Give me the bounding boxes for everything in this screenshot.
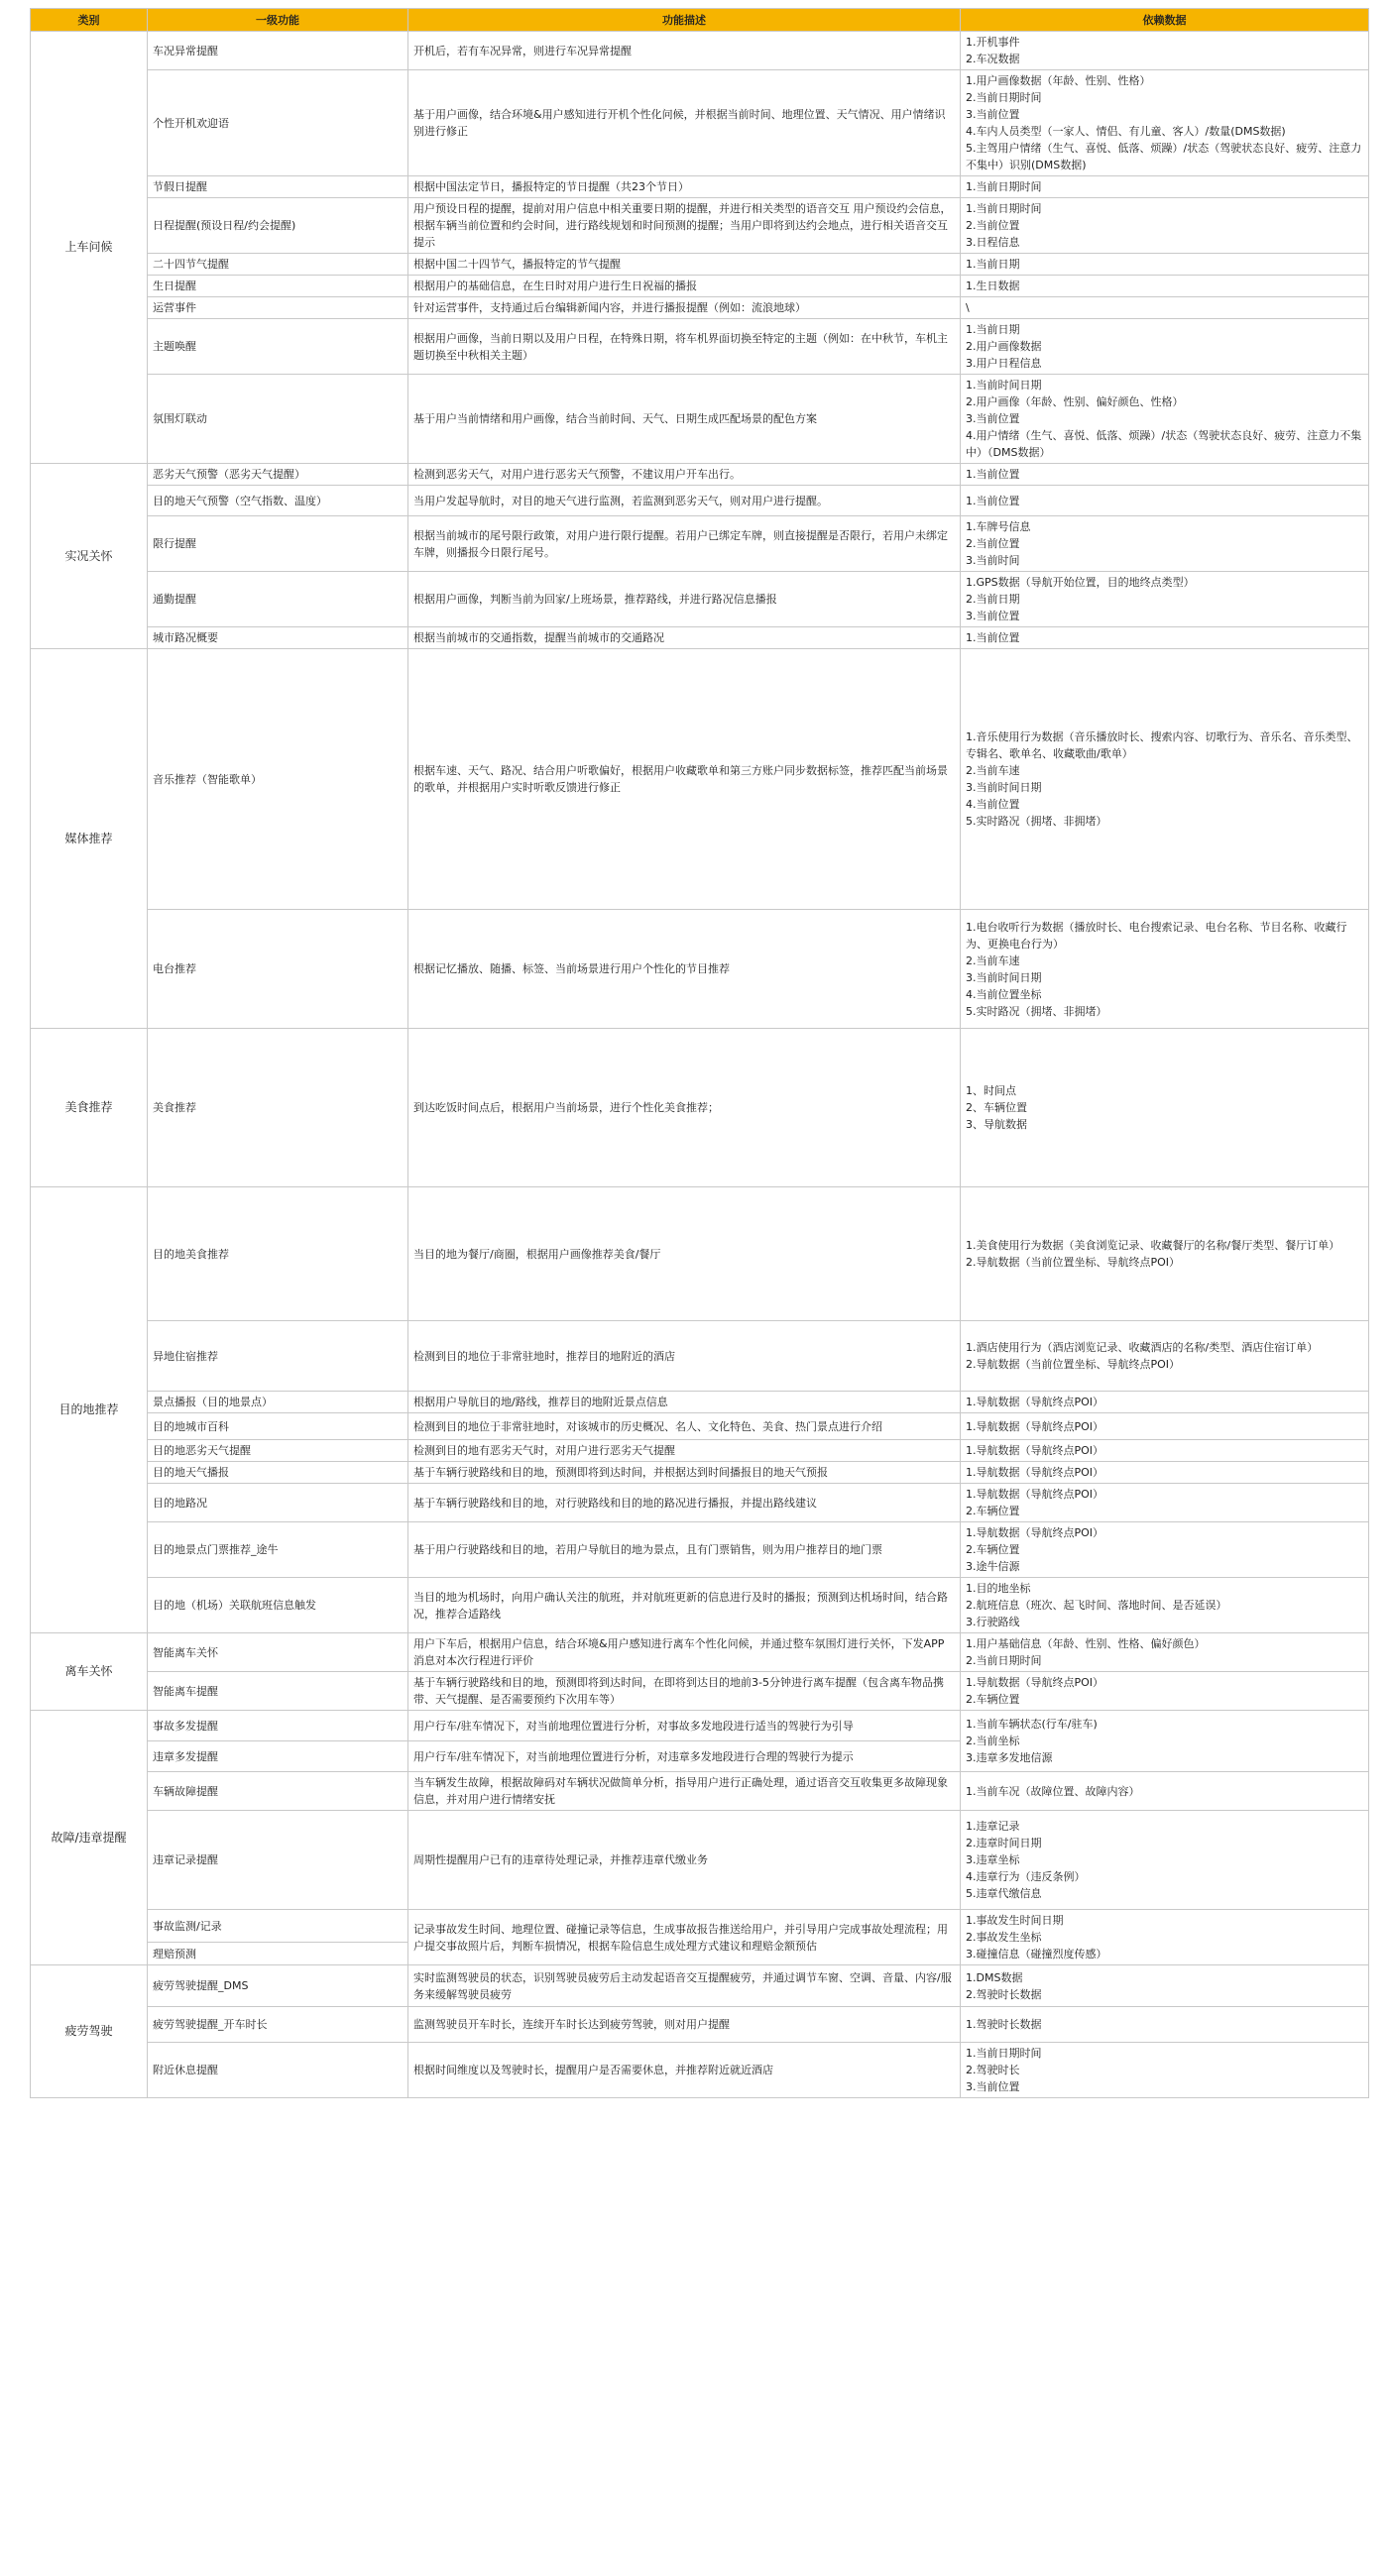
table-row <box>31 464 1369 486</box>
dependency-item: 1.目的地坐标 <box>966 1582 1031 1595</box>
table-row <box>31 319 1369 375</box>
dependency-cell <box>961 516 1369 572</box>
function-cell: 限行提醒 <box>148 516 408 572</box>
table-header-row <box>31 9 1369 32</box>
function-cell: 疲劳驾驶提醒_DMS <box>148 1965 408 2007</box>
description-cell: 根据用户导航目的地/路线，推荐目的地附近景点信息 <box>408 1392 961 1413</box>
description-cell: 当目的地为餐厅/商圈，根据用户画像推荐美食/餐厅 <box>408 1187 961 1321</box>
dependency-cell <box>961 1522 1369 1578</box>
dependency-item: 2.车辆位置 <box>966 1505 1020 1517</box>
dependency-item: 1.事故发生时间日期 <box>966 1914 1064 1927</box>
dependency-item: 2.车辆位置 <box>966 1693 1020 1706</box>
table-row <box>31 2043 1369 2098</box>
dependency-item: 1.导航数据（导航终点POI） <box>966 1419 1104 1433</box>
dependency-item: 5.实时路况（拥堵、非拥堵） <box>966 1004 1107 1018</box>
table-row <box>31 276 1369 297</box>
dependency-item: 3、导航数据 <box>966 1118 1027 1131</box>
description-cell: 基于车辆行驶路线和目的地，预测即将到达时间，并根据达到时间播报目的地天气预报 <box>408 1462 961 1484</box>
description-cell: 检测到目的地位于非常驻地时，推荐目的地附近的酒店 <box>408 1321 961 1392</box>
dependency-item: 2.当前日期时间 <box>966 1654 1042 1667</box>
description-cell: 根据车速、天气、路况、结合用户听歌偏好，根据用户收藏歌单和第三方账户同步数据标签，推荐匹配当前场景的歌单，并根据用户实时听歌反馈进行修正 <box>408 649 961 910</box>
dependency-item: 4.当前位置坐标 <box>966 987 1042 1001</box>
description-cell: 周期性提醒用户已有的违章待处理记录，并推荐违章代缴业务 <box>408 1811 961 1910</box>
dependency-cell <box>961 1462 1369 1484</box>
dependency-cell <box>961 1029 1369 1187</box>
category-cell: 离车关怀 <box>31 1633 148 1711</box>
dependency-cell <box>961 627 1369 649</box>
dependency-item: 4.当前位置 <box>966 798 1020 811</box>
dependency-item: 2.当前日期 <box>966 593 1020 606</box>
table-row <box>31 1462 1369 1484</box>
header-desc: 功能描述 <box>408 9 961 32</box>
dependency-item: 2.当前位置 <box>966 537 1020 550</box>
function-cell: 城市路况概要 <box>148 627 408 649</box>
header-func1: 一级功能 <box>148 9 408 32</box>
function-cell: 理赔预测 <box>148 1943 408 1965</box>
table-row <box>31 2007 1369 2043</box>
table-row <box>31 486 1369 516</box>
description-cell: 用户行车/驻车情况下，对当前地理位置进行分析，对事故多发地段进行适当的驾驶行为引导 <box>408 1711 961 1741</box>
dependency-item: 1、时间点 <box>966 1084 1016 1097</box>
dependency-item: 1.用户基础信息（年龄、性别、性格、偏好颜色） <box>966 1637 1206 1650</box>
description-cell: 到达吃饭时间点后，根据用户当前场景，进行个性化美食推荐； <box>408 1029 961 1187</box>
dependency-cell <box>961 176 1369 198</box>
spec-table-container <box>30 8 1368 2098</box>
function-cell: 目的地路况 <box>148 1484 408 1522</box>
dependency-cell <box>961 1187 1369 1321</box>
table-row <box>31 32 1369 70</box>
dependency-item: 1.导航数据（导航终点POI） <box>966 1396 1104 1408</box>
dependency-cell <box>961 572 1369 627</box>
description-cell: 根据中国二十四节气，播报特定的节气提醒 <box>408 254 961 276</box>
description-cell: 根据时间维度以及驾驶时长，提醒用户是否需要休息，并推荐附近就近酒店 <box>408 2043 961 2098</box>
function-cell: 智能离车提醒 <box>148 1672 408 1711</box>
dependency-item: 1.导航数据（导航终点POI） <box>966 1444 1104 1457</box>
table-row <box>31 1321 1369 1392</box>
function-cell: 主题唤醒 <box>148 319 408 375</box>
dependency-item: 3.碰撞信息（碰撞烈度传感） <box>966 1948 1107 1960</box>
dependency-item: 1.导航数据（导航终点POI） <box>966 1526 1104 1539</box>
description-cell: 基于用户当前情绪和用户画像，结合当前时间、天气、日期生成匹配场景的配色方案 <box>408 375 961 464</box>
dependency-cell <box>961 1711 1369 1772</box>
function-cell: 附近休息提醒 <box>148 2043 408 2098</box>
dependency-item: 5.实时路况（拥堵、非拥堵） <box>966 815 1107 828</box>
dependency-cell <box>961 70 1369 176</box>
table-row <box>31 1633 1369 1672</box>
table-body <box>31 32 1369 2098</box>
description-cell: 根据当前城市的尾号限行政策，对用户进行限行提醒。若用户已绑定车牌，则直接提醒是否限行，若用户未绑定车牌，则播报今日限行尾号。 <box>408 516 961 572</box>
dependency-item: 1.当前位置 <box>966 468 1020 481</box>
table-row <box>31 1578 1369 1633</box>
dependency-item: 2.当前坐标 <box>966 1735 1020 1747</box>
table-row <box>31 1440 1369 1462</box>
description-cell: 当车辆发生故障，根据故障码对车辆状况做简单分析，指导用户进行正确处理，通过语音交互收集更多故障现象信息，并对用户进行情绪安抚 <box>408 1772 961 1811</box>
dependency-cell <box>961 375 1369 464</box>
dependency-item: 3.当前时间 <box>966 554 1020 567</box>
description-cell: 开机后，若有车况异常，则进行车况异常提醒 <box>408 32 961 70</box>
description-cell: 记录事故发生时间、地理位置、碰撞记录等信息，生成事故报告推送给用户，并引导用户完成事故处理流程；用户提交事故照片后，判断车损情况，根据车险信息生成处理方式建议和理赔金额预估 <box>408 1910 961 1965</box>
dependency-item: 1.导航数据（导航终点POI） <box>966 1488 1104 1501</box>
dependency-item: 1.当前车况（故障位置、故障内容） <box>966 1784 1140 1798</box>
dependency-item: 3.当前时间日期 <box>966 970 1042 984</box>
dependency-item: 1.GPS数据（导航开始位置，目的地终点类型） <box>966 576 1195 589</box>
function-cell: 通勤提醒 <box>148 572 408 627</box>
dependency-cell <box>961 486 1369 516</box>
dependency-item: 1.车牌号信息 <box>966 520 1031 533</box>
function-cell: 恶劣天气预警（恶劣天气提醒） <box>148 464 408 486</box>
function-cell: 目的地景点门票推荐_途牛 <box>148 1522 408 1578</box>
table-row <box>31 176 1369 198</box>
function-cell: 目的地天气播报 <box>148 1462 408 1484</box>
dependency-cell <box>961 1672 1369 1711</box>
category-cell: 上车问候 <box>31 32 148 464</box>
dependency-item: 1.当前日期 <box>966 323 1020 336</box>
dependency-item: 2.违章时间日期 <box>966 1837 1042 1849</box>
table-row <box>31 516 1369 572</box>
dependency-cell <box>961 198 1369 254</box>
dependency-item: 3.当前位置 <box>966 2080 1020 2093</box>
table-row <box>31 1772 1369 1811</box>
dependency-item: 1.当前日期时间 <box>966 180 1042 193</box>
dependency-item: 3.日程信息 <box>966 236 1020 249</box>
description-cell: 检测到目的地有恶劣天气时，对用户进行恶劣天气提醒 <box>408 1440 961 1462</box>
dependency-cell <box>961 1910 1369 1965</box>
table-row <box>31 1711 1369 1741</box>
function-cell: 疲劳驾驶提醒_开车时长 <box>148 2007 408 2043</box>
dependency-item: 1.生日数据 <box>966 280 1020 292</box>
table-row <box>31 1029 1369 1187</box>
dependency-item: 2.车辆位置 <box>966 1543 1020 1556</box>
table-row <box>31 1965 1369 2007</box>
description-cell: 根据用户画像，判断当前为回家/上班场景，推荐路线，并进行路况信息播报 <box>408 572 961 627</box>
dependency-item: 2.导航数据（当前位置坐标、导航终点POI） <box>966 1256 1181 1269</box>
function-cell: 美食推荐 <box>148 1029 408 1187</box>
dependency-item: 3.当前位置 <box>966 610 1020 622</box>
dependency-item: 1.开机事件 <box>966 36 1020 49</box>
description-cell: 用户下车后，根据用户信息，结合环境&用户感知进行离车个性化问候，并通过整车氛围灯进行关怀，下发APP消息对本次行程进行评价 <box>408 1633 961 1672</box>
dependency-item: 1.违章记录 <box>966 1820 1020 1833</box>
function-cell: 目的地（机场）关联航班信息触发 <box>148 1578 408 1633</box>
table-row <box>31 1522 1369 1578</box>
dependency-item: 1.当前日期 <box>966 258 1020 271</box>
category-cell: 实况关怀 <box>31 464 148 649</box>
dependency-item: 2.当前日期时间 <box>966 91 1042 104</box>
table-row <box>31 627 1369 649</box>
dependency-item: 1.酒店使用行为（酒店浏览记录、收藏酒店的名称/类型、酒店住宿订单） <box>966 1341 1319 1354</box>
dependency-cell <box>961 1772 1369 1811</box>
function-cell: 目的地城市百科 <box>148 1413 408 1440</box>
dependency-item: 5.主驾用户情绪（生气、喜悦、低落、烦躁）/状态（驾驶状态良好、疲劳、注意力不集中）识别(DMS数据) <box>966 142 1362 171</box>
description-cell: 当用户发起导航时，对目的地天气进行监测，若监测到恶劣天气，则对用户进行提醒。 <box>408 486 961 516</box>
dependency-item: 3.行驶路线 <box>966 1616 1020 1628</box>
function-cell: 车况异常提醒 <box>148 32 408 70</box>
dependency-item: 1.用户画像数据（年龄、性别、性格） <box>966 74 1151 87</box>
dependency-item: 2.用户画像（年龄、性别、偏好颜色、性格） <box>966 395 1184 408</box>
dependency-item: 2.导航数据（当前位置坐标、导航终点POI） <box>966 1358 1181 1371</box>
description-cell: 根据当前城市的交通指数，提醒当前城市的交通路况 <box>408 627 961 649</box>
table-row <box>31 1413 1369 1440</box>
dependency-cell <box>961 1484 1369 1522</box>
function-cell: 违章记录提醒 <box>148 1811 408 1910</box>
function-cell: 车辆故障提醒 <box>148 1772 408 1811</box>
description-cell: 用户预设日程的提醒，提前对用户信息中相关重要日期的提醒，并进行相关类型的语音交互 用户预设约会信息，根据车辆当前位置和约会时间，进行路线规划和时间预测的提醒；当用户即将到达约会地点，进行相关语音交互提示 <box>408 198 961 254</box>
description-cell: 基于车辆行驶路线和目的地，对行驶路线和目的地的路况进行播报，并提出路线建议 <box>408 1484 961 1522</box>
category-cell: 目的地推荐 <box>31 1187 148 1633</box>
function-cell: 运营事件 <box>148 297 408 319</box>
dependency-item: 1.导航数据（导航终点POI） <box>966 1466 1104 1479</box>
description-cell: 针对运营事件，支持通过后台编辑新闻内容，并进行播报提醒（例如：流浪地球） <box>408 297 961 319</box>
dependency-item: \ <box>966 301 970 314</box>
dependency-item: 4.违章行为（违反条例） <box>966 1870 1086 1883</box>
dependency-item: 2.用户画像数据 <box>966 340 1042 353</box>
dependency-cell <box>961 276 1369 297</box>
function-cell: 音乐推荐（智能歌单） <box>148 649 408 910</box>
table-row <box>31 198 1369 254</box>
table-row <box>31 375 1369 464</box>
description-cell: 检测到恶劣天气，对用户进行恶劣天气预警，不建议用户开车出行。 <box>408 464 961 486</box>
table-row <box>31 1910 1369 1943</box>
dependency-cell <box>961 297 1369 319</box>
dependency-item: 3.违章坐标 <box>966 1853 1020 1866</box>
dependency-cell <box>961 464 1369 486</box>
dependency-item: 2.当前车速 <box>966 764 1020 777</box>
dependency-cell <box>961 319 1369 375</box>
dependency-item: 2.事故发生坐标 <box>966 1931 1042 1944</box>
function-cell: 个性开机欢迎语 <box>148 70 408 176</box>
description-cell: 根据记忆播放、随播、标签、当前场景进行用户个性化的节目推荐 <box>408 910 961 1029</box>
description-cell: 根据用户画像，当前日期以及用户日程，在特殊日期，将车机界面切换至特定的主题（例如：在中秋节，车机主题切换至中秋相关主题） <box>408 319 961 375</box>
function-cell: 目的地美食推荐 <box>148 1187 408 1321</box>
table-row <box>31 1484 1369 1522</box>
dependency-item: 1.导航数据（导航终点POI） <box>966 1676 1104 1689</box>
table-row <box>31 910 1369 1029</box>
dependency-cell <box>961 1578 1369 1633</box>
description-cell: 当目的地为机场时，向用户确认关注的航班，并对航班更新的信息进行及时的播报；预测到达机场时间，结合路况，推荐合适路线 <box>408 1578 961 1633</box>
description-cell: 根据用户的基础信息，在生日时对用户进行生日祝福的播报 <box>408 276 961 297</box>
function-cell: 事故监测/记录 <box>148 1910 408 1943</box>
dependency-item: 3.违章多发地信源 <box>966 1751 1053 1764</box>
function-cell: 目的地恶劣天气提醒 <box>148 1440 408 1462</box>
table-row <box>31 1672 1369 1711</box>
function-cell: 节假日提醒 <box>148 176 408 198</box>
dependency-item: 3.当前位置 <box>966 412 1020 425</box>
dependency-cell <box>961 1633 1369 1672</box>
dependency-item: 2.航班信息（班次、起飞时间、落地时间、是否延误） <box>966 1599 1227 1612</box>
table-row <box>31 1392 1369 1413</box>
category-cell: 美食推荐 <box>31 1029 148 1187</box>
function-cell: 异地住宿推荐 <box>148 1321 408 1392</box>
dependency-cell <box>961 1811 1369 1910</box>
dependency-item: 4.车内人员类型（一家人、情侣、有儿童、客人）/数量(DMS数据) <box>966 125 1286 138</box>
dependency-item: 3.当前时间日期 <box>966 781 1042 794</box>
dependency-item: 2.驾驶时长数据 <box>966 1987 1042 2001</box>
dependency-cell <box>961 1965 1369 2007</box>
function-cell: 日程提醒(预设日程/约会提醒) <box>148 198 408 254</box>
table-row <box>31 572 1369 627</box>
dependency-cell <box>961 2043 1369 2098</box>
category-cell: 媒体推荐 <box>31 649 148 1029</box>
table-row <box>31 1187 1369 1321</box>
table-row <box>31 297 1369 319</box>
dependency-cell <box>961 2007 1369 2043</box>
dependency-cell <box>961 910 1369 1029</box>
dependency-item: 1.美食使用行为数据（美食浏览记录、收藏餐厅的名称/餐厅类型、餐厅订单） <box>966 1239 1340 1252</box>
dependency-cell <box>961 32 1369 70</box>
description-cell: 检测到目的地位于非常驻地时，对该城市的历史概况、名人、文化特色、美食、热门景点进行介绍 <box>408 1413 961 1440</box>
dependency-item: 1.DMS数据 <box>966 1970 1023 1984</box>
function-cell: 目的地天气预警（空气指数、温度） <box>148 486 408 516</box>
function-cell: 氛围灯联动 <box>148 375 408 464</box>
dependency-cell <box>961 254 1369 276</box>
description-cell: 实时监测驾驶员的状态，识别驾驶员疲劳后主动发起语音交互提醒疲劳，并通过调节车窗、空调、音量、内容/服务来缓解驾驶员疲劳 <box>408 1965 961 2007</box>
dependency-cell <box>961 1413 1369 1440</box>
dependency-item: 3.途牛信源 <box>966 1560 1020 1573</box>
description-cell: 基于用户画像，结合环境&用户感知进行开机个性化问候，并根据当前时间、地理位置、天气情况、用户情绪识别进行修正 <box>408 70 961 176</box>
dependency-item: 2.车况数据 <box>966 53 1020 65</box>
dependency-cell <box>961 1392 1369 1413</box>
description-cell: 监测驾驶员开车时长，连续开车时长达到疲劳驾驶，则对用户提醒 <box>408 2007 961 2043</box>
category-cell: 故障/违章提醒 <box>31 1711 148 1965</box>
header-deps: 依赖数据 <box>961 9 1369 32</box>
function-cell: 事故多发提醒 <box>148 1711 408 1741</box>
function-cell: 景点播报（目的地景点） <box>148 1392 408 1413</box>
dependency-item: 2.驾驶时长 <box>966 2064 1020 2076</box>
header-category: 类别 <box>31 9 148 32</box>
dependency-item: 1.当前车辆状态(行车/驻车) <box>966 1718 1098 1731</box>
dependency-cell <box>961 1321 1369 1392</box>
category-cell: 疲劳驾驶 <box>31 1965 148 2098</box>
function-cell: 电台推荐 <box>148 910 408 1029</box>
table-row <box>31 254 1369 276</box>
dependency-item: 1.当前日期时间 <box>966 2047 1042 2060</box>
description-cell: 用户行车/驻车情况下，对当前地理位置进行分析，对违章多发地段进行合理的驾驶行为提示 <box>408 1741 961 1772</box>
function-cell: 违章多发提醒 <box>148 1741 408 1772</box>
dependency-item: 1.当前位置 <box>966 494 1020 507</box>
dependency-item: 2.当前车速 <box>966 953 1020 967</box>
table-row <box>31 1811 1369 1910</box>
dependency-cell <box>961 649 1369 910</box>
dependency-item: 3.用户日程信息 <box>966 357 1042 370</box>
dependency-cell <box>961 1440 1369 1462</box>
description-cell: 根据中国法定节日，播报特定的节日提醒（共23个节日） <box>408 176 961 198</box>
dependency-item: 1.当前日期时间 <box>966 202 1042 215</box>
dependency-item: 3.当前位置 <box>966 108 1020 121</box>
dependency-item: 1.当前时间日期 <box>966 379 1042 392</box>
function-cell: 生日提醒 <box>148 276 408 297</box>
table-row <box>31 70 1369 176</box>
function-cell: 智能离车关怀 <box>148 1633 408 1672</box>
dependency-item: 1.电台收听行为数据（播放时长、电台搜索记录、电台名称、节目名称、收藏行为、更换电台行为） <box>966 920 1347 951</box>
dependency-item: 2、车辆位置 <box>966 1101 1027 1114</box>
dependency-item: 1.当前位置 <box>966 631 1020 644</box>
dependency-item: 4.用户情绪（生气、喜悦、低落、烦躁）/状态（驾驶状态良好、疲劳、注意力不集中）（DMS数据） <box>966 429 1362 459</box>
feature-spec-table <box>30 8 1369 2098</box>
dependency-item: 1.驾驶时长数据 <box>966 2018 1042 2031</box>
description-cell: 基于用户行驶路线和目的地，若用户导航目的地为景点，且有门票销售，则为用户推荐目的地门票 <box>408 1522 961 1578</box>
dependency-item: 1.音乐使用行为数据（音乐播放时长、搜索内容、切歌行为、音乐名、音乐类型、专辑名、歌单名、收藏歌曲/歌单） <box>966 730 1358 760</box>
function-cell: 二十四节气提醒 <box>148 254 408 276</box>
dependency-item: 5.违章代缴信息 <box>966 1887 1042 1900</box>
table-row <box>31 649 1369 910</box>
dependency-item: 2.当前位置 <box>966 219 1020 232</box>
description-cell: 基于车辆行驶路线和目的地，预测即将到达时间，在即将到达目的地前3-5分钟进行离车提醒（包含离车物品携带、天气提醒、是否需要预约下次用车等） <box>408 1672 961 1711</box>
